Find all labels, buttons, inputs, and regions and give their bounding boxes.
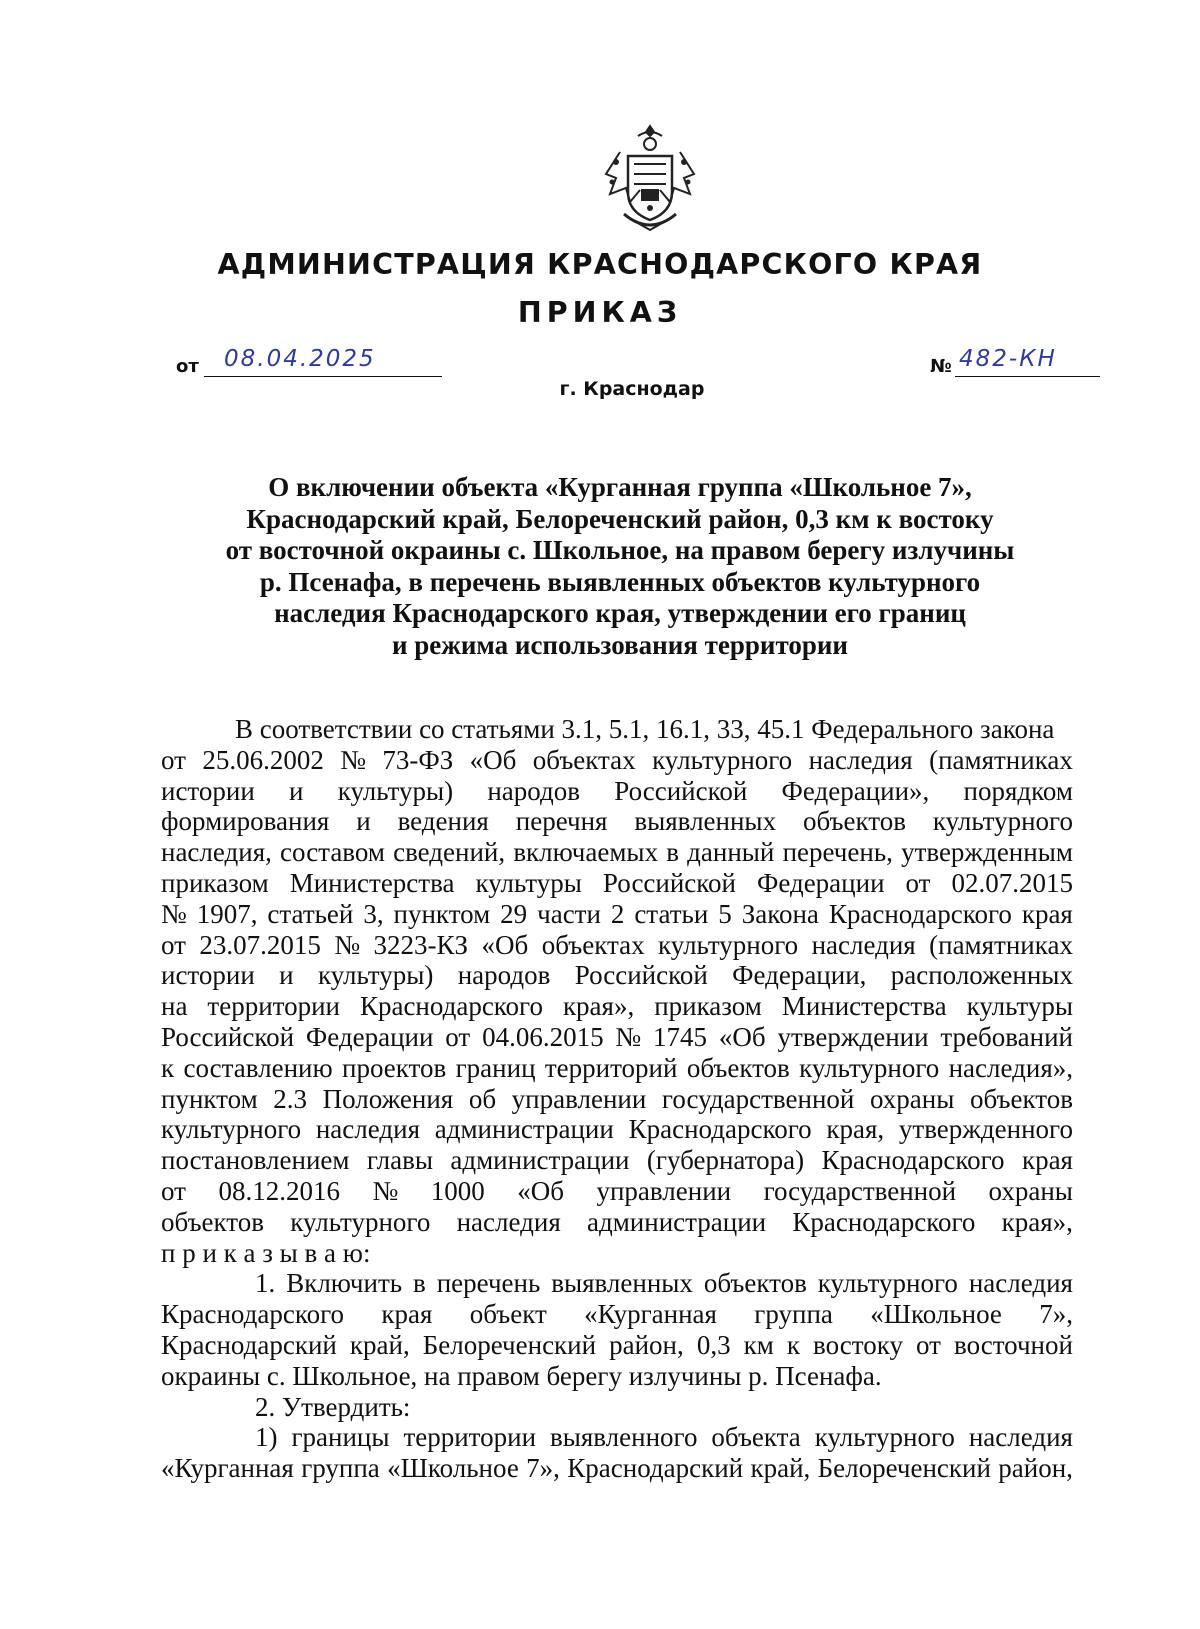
date-value: 08.04.2025 bbox=[224, 346, 376, 372]
body-line: от 25.06.2002 № 73-ФЗ «Об объектах культурного наследия (памятниках bbox=[161, 744, 1073, 775]
body-line: 2. Утвердить: bbox=[255, 1391, 411, 1422]
subject-line: О включении объекта «Курганная группа «Школьное 7», bbox=[268, 472, 972, 502]
body-line: 1) границы территории выявленного объекта культурного наследия bbox=[255, 1422, 1073, 1453]
document-body bbox=[161, 714, 1073, 1484]
date-label: от bbox=[176, 356, 199, 377]
body-line: формирования и ведения перечня выявленных объектов культурного bbox=[161, 806, 1073, 837]
subject-line: и режима использования территории bbox=[391, 629, 848, 660]
coat-of-arms-icon bbox=[598, 122, 702, 232]
body-line: культурного наследия администрации Краснодарского края, утвержденного bbox=[161, 1114, 1073, 1145]
body-line: к составлению проектов границ территорий объектов культурного наследия», bbox=[161, 1052, 1073, 1083]
number-field bbox=[955, 346, 1100, 377]
body-line: объектов культурного наследия администрации Краснодарского края», bbox=[161, 1206, 1073, 1237]
date-field bbox=[204, 346, 442, 377]
body-line: окраины с. Школьное, на правом берегу излучины р. Псенафа. bbox=[161, 1360, 882, 1391]
body-line: пунктом 2.3 Положения об управлении государственной охраны объектов bbox=[161, 1083, 1073, 1114]
body-line: на территории Краснодарского края», приказом Министерства культуры bbox=[161, 991, 1073, 1022]
body-line: «Курганная группа «Школьное 7», Краснодарский край, Белореченский район, bbox=[161, 1453, 1073, 1484]
number-label: № bbox=[930, 356, 952, 377]
body-line: п р и к а з ы в а ю: bbox=[161, 1237, 371, 1268]
body-line: истории и культуры) народов Российской Федерации», порядком bbox=[161, 775, 1073, 806]
body-line: истории и культуры) народов Российской Федерации, расположенных bbox=[161, 960, 1073, 991]
body-line: от 23.07.2015 № 3223-КЗ «Об объектах культурного наследия (памятниках bbox=[161, 929, 1073, 960]
body-line: постановлением главы администрации (губернатора) Краснодарского края bbox=[161, 1145, 1073, 1176]
city: г. Краснодар bbox=[559, 378, 705, 400]
document-subject bbox=[180, 472, 1060, 661]
body-line: № 1907, статьей 3, пунктом 29 части 2 статьи 5 Закона Краснодарского края bbox=[161, 898, 1073, 929]
subject-line: наследия Краснодарского края, утверждении его границ bbox=[274, 598, 966, 628]
body-line: Краснодарского края объект «Курганная группа «Школьное 7», bbox=[161, 1299, 1073, 1330]
body-line: Краснодарский край, Белореченский район, 0,3 км к востоку от восточной bbox=[161, 1329, 1073, 1360]
number-value: 482-КН bbox=[959, 346, 1057, 372]
agency-title: АДМИНИСТРАЦИЯ КРАСНОДАРСКОГО КРАЯ bbox=[217, 248, 983, 281]
body-line: Российской Федерации от 04.06.2015 № 1745 «Об утверждении требований bbox=[161, 1021, 1073, 1052]
body-line: В соответствии со статьями 3.1, 5.1, 16.1, 33, 45.1 Федерального закона bbox=[235, 714, 1055, 744]
subject-line: р. Псенафа, в перечень выявленных объектов культурного bbox=[259, 566, 981, 597]
body-line: 1. Включить в перечень выявленных объектов культурного наследия bbox=[255, 1268, 1073, 1299]
document-type: ПРИКАЗ bbox=[517, 296, 683, 329]
subject-line: Краснодарский край, Белореченский район, 0,3 км к востоку bbox=[246, 503, 994, 534]
subject-line: от восточной окраины с. Школьное, на правом берегу излучины bbox=[225, 535, 1015, 565]
body-line: приказом Министерства культуры Российской Федерации от 02.07.2015 bbox=[161, 867, 1073, 898]
body-line: от 08.12.2016 № 1000 «Об управлении государственной охраны bbox=[161, 1175, 1073, 1206]
body-line: наследия, составом сведений, включаемых в данный перечень, утвержденным bbox=[161, 837, 1073, 868]
